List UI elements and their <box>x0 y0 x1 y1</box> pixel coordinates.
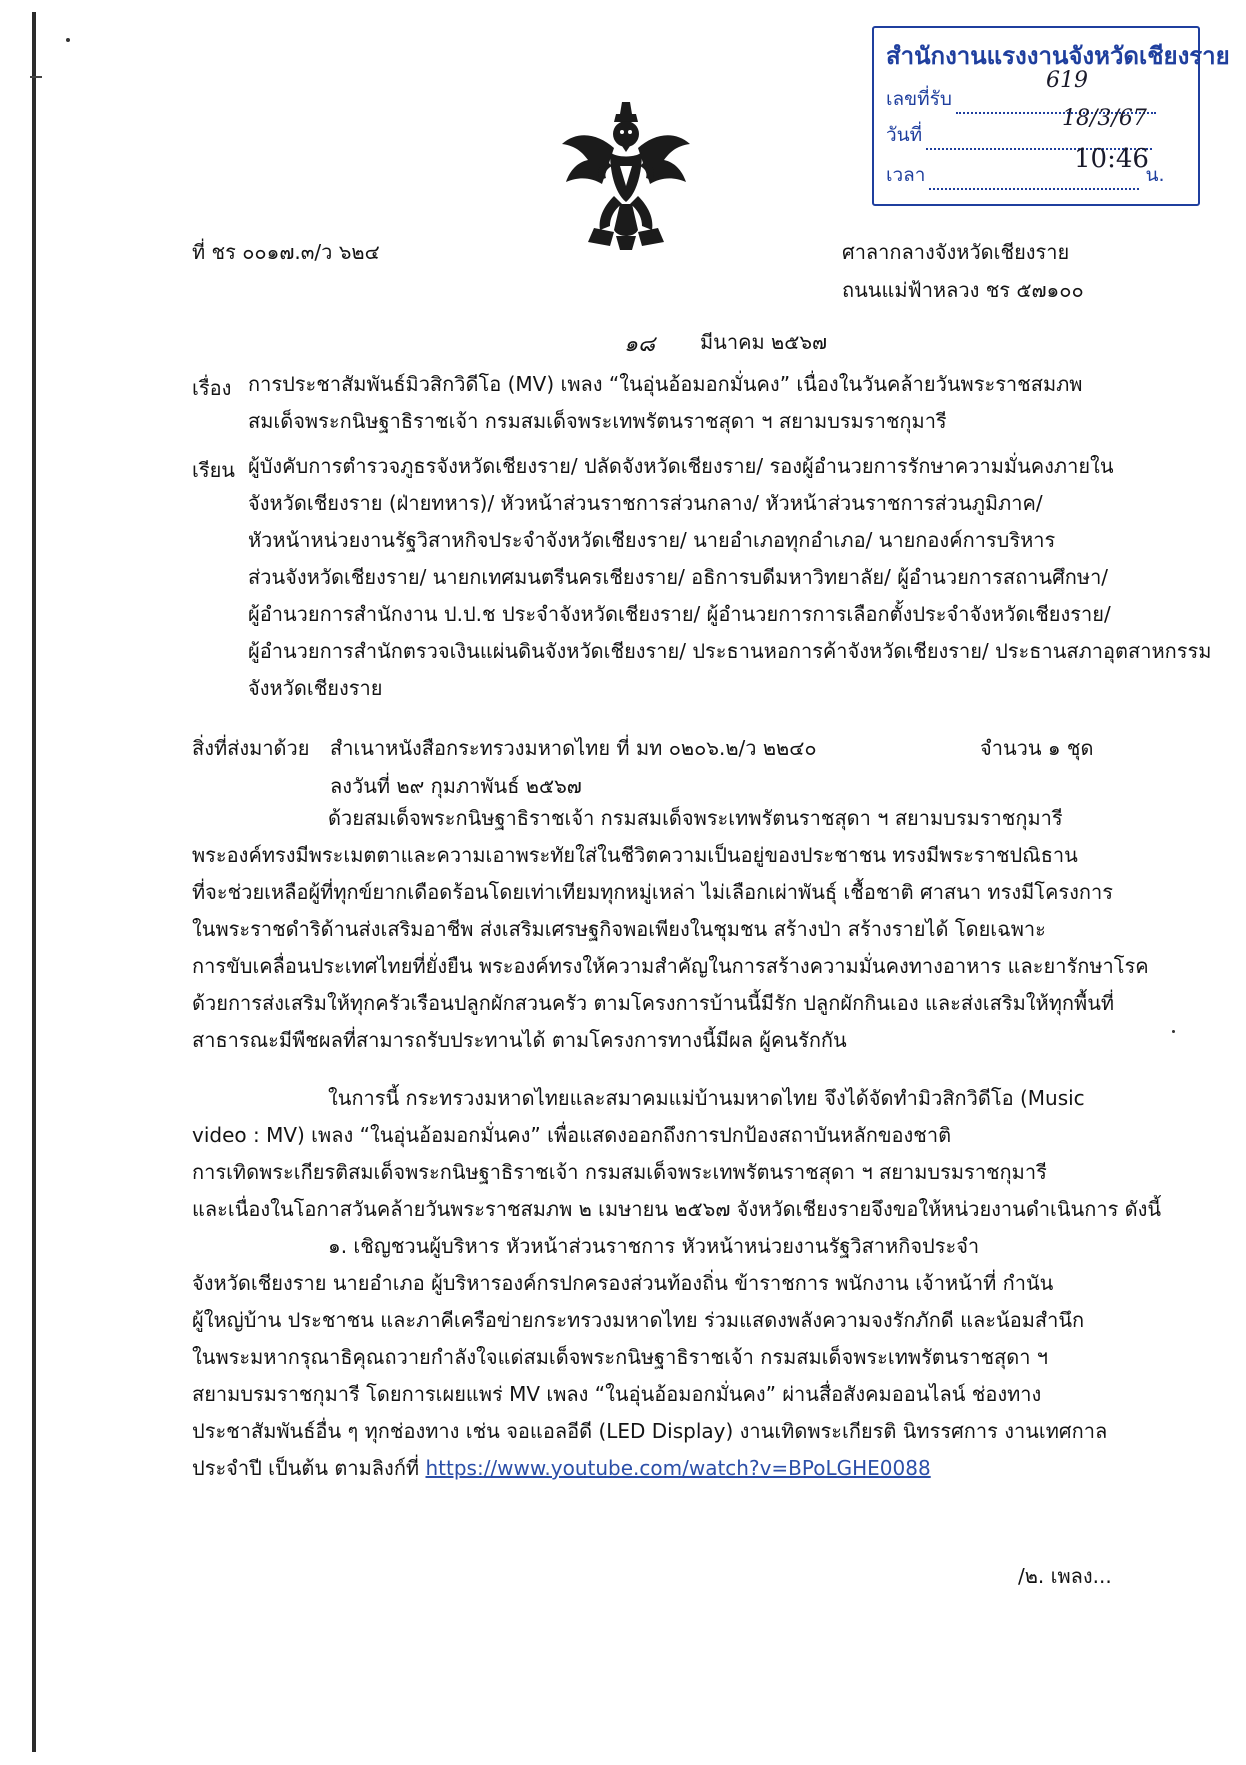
subject-text <box>248 366 1083 440</box>
body-line: ด้วยการส่งเสริมให้ทุกครัวเรือนปลูกผักสวนครัว ตามโครงการบ้านนี้มีรัก ปลูกผักกินเอง และส่งเสริมให้ทุกพื้นที่ <box>192 991 1115 1015</box>
body-line: ประชาสัมพันธ์อื่น ๆ ทุกช่องทาง เช่น จอแอลอีดี (LED Display) งานเทิดพระเกียรติ นิทรรศการ งานเทศกาล <box>192 1419 1108 1443</box>
stamp-receipt-label: เลขที่รับ <box>886 88 952 110</box>
garuda-emblem-icon <box>558 100 694 252</box>
body-line: ในพระราชดำริด้านส่งเสริมอาชีพ ส่งเสริมเศรษฐกิจพอเพียงในชุมชน สร้างป่า สร้างรายได้ โดยเฉพาะ <box>192 917 1046 941</box>
enclosure-line1: สำเนาหนังสือกระทรวงมหาดไทย ที่ มท ๐๒๐๖.๒/ว ๒๒๔๐ <box>330 736 817 760</box>
document-date-day: ๑๘ <box>624 332 655 357</box>
body-line: ที่จะช่วยเหลือผู้ที่ทุกข์ยากเดือดร้อนโดยเท่าเทียมทุกหมู่เหล่า ไม่เลือกเผ่าพันธุ์ เชื้อชาติ ศาสนา ทรงมีโครงการ <box>192 880 1113 904</box>
recipient-line: ผู้อำนวยการสำนักงาน ป.ป.ช ประจำจังหวัดเชียงราย/ ผู้อำนวยการการเลือกตั้งประจำจังหวัดเชียงราย/ <box>248 602 1111 626</box>
body-line: ด้วยสมเด็จพระกนิษฐาธิราชเจ้า กรมสมเด็จพระเทพรัตนราชสุดา ฯ สยามบรมราชกุมารี <box>328 806 1063 830</box>
receipt-stamp <box>872 26 1230 206</box>
subject-line: สมเด็จพระกนิษฐาธิราชเจ้า กรมสมเด็จพระเทพรัตนราชสุดา ฯ สยามบรมราชกุมารี <box>248 409 947 433</box>
body-line: การขับเคลื่อนประเทศไทยที่ยั่งยืน พระองค์ทรงให้ความสำคัญในการสร้างความมั่นคงทางอาหาร และยารักษาโรค <box>192 954 1149 978</box>
org-address-line2: ถนนแม่ฟ้าหลวง ชร ๕๗๑๐๐ <box>842 278 1084 302</box>
page-continuation: /๒. เพลง... <box>1018 1564 1112 1588</box>
body-line: ในการนี้ กระทรวงมหาดไทยและสมาคมแม่บ้านมหาดไทย จึงได้จัดทำมิวสิกวิดีโอ (Music <box>328 1086 1085 1110</box>
recipient-line: ส่วนจังหวัดเชียงราย/ นายกเทศมนตรีนครเชียงราย/ อธิการบดีมหาวิทยาลัย/ ผู้อำนวยการสถานศึกษา/ <box>248 565 1109 589</box>
recipient-line: ผู้บังคับการตำรวจภูธรจังหวัดเชียงราย/ ปลัดจังหวัดเชียงราย/ รองผู้อำนวยการรักษาความมั่นคงภายใน <box>248 454 1114 478</box>
body-paragraph-1 <box>192 800 1149 1059</box>
stamp-time-value: 10:46 <box>1074 144 1149 174</box>
body-line: การเทิดพระเกียรติสมเด็จพระกนิษฐาธิราชเจ้า กรมสมเด็จพระเทพรัตนราชสุดา ฯ สยามบรมราชกุมารี <box>192 1160 1047 1184</box>
body-line: ผู้ใหญ่บ้าน ประชาชน และภาคีเครือข่ายกระทรวงมหาดไทย ร่วมแสดงพลังความจงรักภักดี และน้อมสำนึก <box>192 1308 1085 1332</box>
recipient-line: ผู้อำนวยการสำนักตรวจเงินแผ่นดินจังหวัดเชียงราย/ ประธานหอการค้าจังหวัดเชียงราย/ ประธานสภาอุตสาหกรรม <box>248 639 1212 663</box>
body-line-with-link <box>192 1450 1107 1487</box>
document-number: ที่ ชร ๐๐๑๗.๓/ว ๖๒๔ <box>192 240 380 264</box>
body-line: ๑. เชิญชวนผู้บริหาร หัวหน้าส่วนราชการ หัวหน้าหน่วยงานรัฐวิสาหกิจประจำ <box>328 1234 980 1258</box>
stamp-date-value: 18/3/67 <box>1062 106 1147 131</box>
subject-label: เรื่อง <box>192 376 232 400</box>
scan-mark <box>30 76 42 78</box>
youtube-link[interactable]: https://www.youtube.com/watch?v=BPoLGHE0088 <box>425 1456 931 1480</box>
body-paragraph-2 <box>192 1080 1161 1228</box>
recipient-label: เรียน <box>192 458 235 482</box>
scan-speck <box>66 38 70 42</box>
body-line: และเนื่องในโอกาสวันคล้ายวันพระราชสมภพ ๒ เมษายน ๒๕๖๗ จังหวัดเชียงรายจึงขอให้หน่วยงานดำเนินการ ดังนี้ <box>192 1197 1162 1221</box>
enclosure-quantity: จำนวน ๑ ชุด <box>980 736 1094 760</box>
body-paragraph-3 <box>192 1228 1107 1487</box>
subject-line: การประชาสัมพันธ์มิวสิกวิดีโอ (MV) เพลง “ในอุ่นอ้อมอกมั่นคง” เนื่องในวันคล้ายวันพระราชสมภพ <box>248 372 1083 396</box>
recipient-text <box>248 448 1211 707</box>
body-line: video : MV) เพลง “ในอุ่นอ้อมอกมั่นคง” เพื่อแสดงออกถึงการปกป้องสถาบันหลักของชาติ <box>192 1123 952 1147</box>
body-line: ประจำปี เป็นต้น ตามลิงก์ที่ <box>192 1456 420 1480</box>
stamp-time-label: เวลา <box>886 164 926 186</box>
body-line: จังหวัดเชียงราย นายอำเภอ ผู้บริหารองค์กรปกครองส่วนท้องถิ่น ข้าราชการ พนักงาน เจ้าหน้าที่ กำนัน <box>192 1271 1054 1295</box>
recipient-line: จังหวัดเชียงราย <box>248 676 383 700</box>
stamp-time-unit: น. <box>1145 164 1165 186</box>
body-line: พระองค์ทรงมีพระเมตตาและความเอาพระทัยใส่ในชีวิตความเป็นอยู่ของประชาชน ทรงมีพระราชปณิธาน <box>192 843 1078 867</box>
body-line: สาธารณะมีพืชผลที่สามารถรับประทานได้ ตามโครงการทางนี้มีผล ผู้คนรักกัน <box>192 1028 847 1052</box>
stamp-date-label: วันที่ <box>886 124 923 146</box>
enclosure-label: สิ่งที่ส่งมาด้วย <box>192 736 310 760</box>
org-address-line1: ศาลากลางจังหวัดเชียงราย <box>842 240 1070 264</box>
stamp-receipt-value: 619 <box>1046 68 1088 93</box>
document-date: มีนาคม ๒๕๖๗ <box>700 330 828 354</box>
recipient-line: หัวหน้าหน่วยงานรัฐวิสาหกิจประจำจังหวัดเชียงราย/ นายอำเภอทุกอำเภอ/ นายกองค์การบริหาร <box>248 528 1056 552</box>
enclosure-line2: ลงวันที่ ๒๙ กุมภาพันธ์ ๒๕๖๗ <box>330 774 582 798</box>
scan-edge-line <box>32 12 36 1752</box>
body-line: ในพระมหากรุณาธิคุณถวายกำลังใจแด่สมเด็จพระกนิษฐาธิราชเจ้า กรมสมเด็จพระเทพรัตนราชสุดา ฯ <box>192 1345 1049 1369</box>
scan-speck <box>1172 1030 1175 1033</box>
recipient-line: จังหวัดเชียงราย (ฝ่ายทหาร)/ หัวหน้าส่วนราชการส่วนกลาง/ หัวหน้าส่วนราชการส่วนภูมิภาค/ <box>248 491 1043 515</box>
stamp-title: สำนักงานแรงงานจังหวัดเชียงราย <box>886 42 1230 70</box>
body-line: สยามบรมราชกุมารี โดยการเผยแพร่ MV เพลง “ในอุ่นอ้อมอกมั่นคง” ผ่านสื่อสังคมออนไลน์ ช่องทาง <box>192 1382 1042 1406</box>
